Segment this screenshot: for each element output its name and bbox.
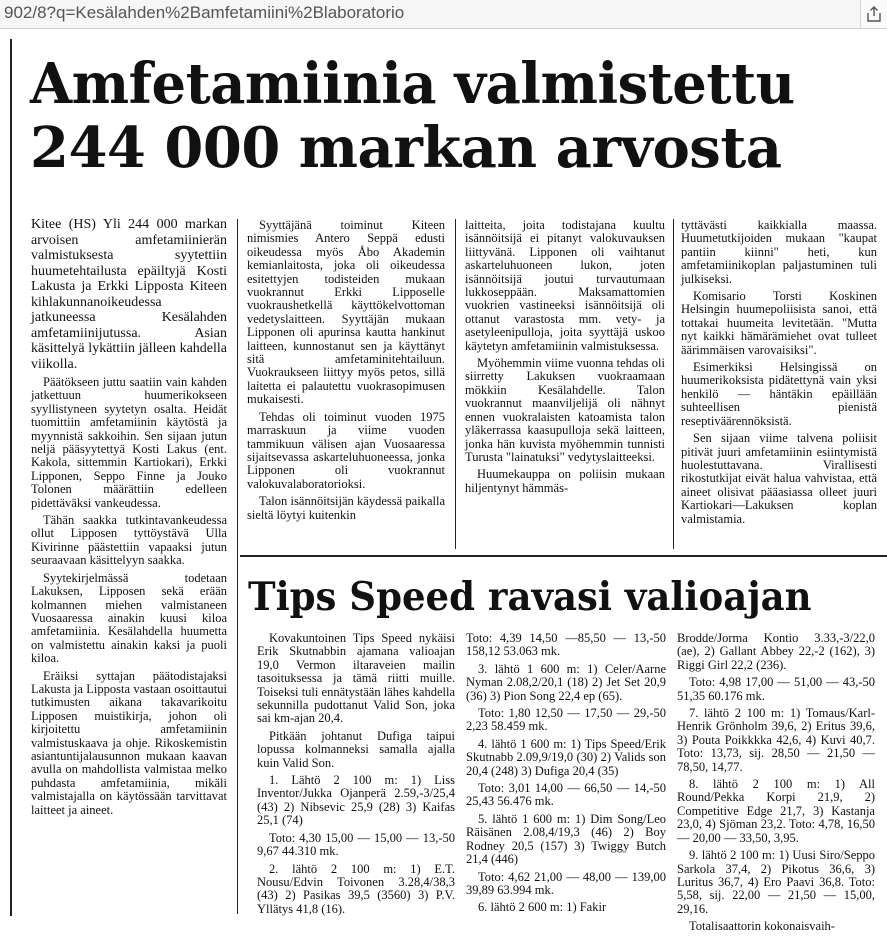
article-headline — [30, 51, 795, 181]
body-paragraph: Päätökseen juttu saatiin vain kahden jatkettuun huumerikokseen syyllistyneen syytetyn osalta. Heidät tuomittiin amfetamiinin käytöstä ja myynnistä sakkoihin. Sen sijaan jutun neljä pääsyytettyä Kosti Lakus (ent. Kakola, sittemmin Kartiokari), Erkki Lipponen, Seppo Finne ja Jouko Tolonen määrättiin edelleen pidettäväksi vankeudessa. — [31, 375, 227, 510]
body-paragraph: Tähän saakka tutkintavankeudessa ollut Lipposen tyttöystävä Ulla Kivirinne päästettiin vapaaksi jutun seuraavaan käsittelyyn saakka. — [31, 513, 227, 568]
article-column-1 — [31, 217, 227, 821]
headline-line-2: 244 000 markan arvosta — [30, 115, 782, 181]
body-paragraph: Eräiksi syttajan päätodistajaksi Lakusta ja Lipposta vastaan osoittautui tutkimusten aikana takavarikoitu Lipposen muistikirja, johon oli kirjoitettu amfetamiinin valmistuskaava ja ohje. Rikoskemistin asiantuntijalausunnon mukaan kaavan avulla on mahdollista valmistaa melko puhdasta amfetamiinia, mikäli valmistajalla on käytössään tarvittavat laitteet ja aineet. — [31, 668, 227, 817]
newspaper-clipping — [0, 29, 887, 934]
body-paragraph: Komisario Torsti Koskinen Helsingin huumepoliisista sanoi, että tottakai huumeita levitetään. "Mutta nyt kaikki hämärämiehet ovat tulleet äärimmäisen varovaisiksi". — [681, 289, 877, 357]
body-paragraph: Myöhemmin viime vuonna tehdas oli siirretty Lakuksen vuokraamaan mökkiin Kesälahdelle. Talon vuokrannut maanviljelijä oli nähnyt ennen vuokralaisten katoamista talon yläkerrassa kaasupulloja sekä laitteen, jonka hän kuvista myöhemmin tunnisti Turusta "lainatuksi" vedytyslaitteeksi. — [465, 356, 665, 464]
share-button[interactable] — [860, 0, 887, 28]
race-result: 2. lähtö 2 100 m: 1) E.T. Nousu/Edvin Toivonen 3.28,4/38,3 (43) 2) Pasikas 39,5 (3560) 3) P.V. Yllätys 41,8 (16). — [257, 861, 455, 916]
column-divider — [237, 219, 238, 914]
body-paragraph: Pitkään johtanut Dufiga taipui lopussa kolmanneksi samalla ajalla kuin Valid Son. — [257, 728, 455, 770]
race-result: Brodde/Jorma Kontio 3.33,-3/22,0 (ae), 2) Gallant Abbey 22,-2 (162), 3) Riggi Girl 22,2 (236). — [677, 631, 875, 672]
body-paragraph: laitteita, joita todistajana kuultu isännöitsijä ei pitanyt valokuvauksen liittyvänä. Lipponen oli vaihtanut askarteluhuoneen lukon, joten isännöitsijä joutui turvautumaan lukkoseppään. Maksamattomien vuokrien vastineeksi isännöitsijä oli ottanut varastosta mm. vety- ja asetyleenipulloja, joita syyttäjä uskoo käytetyn amfetamiinin valmistuksessa. — [465, 218, 665, 353]
race-result: 7. lähtö 2 100 m: 1) Tomaus/Karl-Henrik Grönholm 39,6, 2) Eritus 39,6, 3) Pouta Poikkkka 42,6, 4) Kuvi 40,7. Toto: 13,73, sij. 28,50 — 21,50 — 78,50, 14,77. — [677, 706, 875, 774]
margin-rule — [10, 39, 12, 916]
race-result: 9. lähtö 2 100 m: 1) Uusi Siro/Seppo Sarkola 37,4, 2) Pikotus 36,6, 3) Luritus 36,7, 4) Ero Paavi 36,8. Toto: 5,58, sij. 22,00 — 21,50 — 15,00, 29,16. — [677, 848, 875, 916]
results-column-3 — [677, 632, 875, 938]
article-column-2 — [247, 219, 445, 526]
race-result: 6. lähtö 2 600 m: 1) Fakir — [478, 900, 607, 915]
body-paragraph: Totalisaattorin kokonaisvaih- — [689, 919, 835, 934]
article-column-3 — [465, 219, 665, 499]
body-paragraph: tyttävästi kaikkialla maassa. Huumetutkijoiden mukaan "kaupat pantiin kiinni" heti, kun amfetamiinikoplan paljastuminen tuli julkiseksi. — [681, 218, 877, 286]
toto-result: Toto: 4,62 21,00 — 48,00 — 139,00 39,89 63.994 mk. — [466, 869, 666, 897]
body-paragraph: Esimerkiksi Helsingissä on huumerikoksista pidätettynä vain yksi henkilö — häntäkin epäillään suhteellisen pienistä reseptiväärennöksistä. — [681, 360, 877, 428]
race-result: 4. lähtö 1 600 m: 1) Tips Speed/Erik Skutnabb 2.09,9/19,0 (30) 2) Valids son 20,4 (248) 3) Dufiga 20,4 (35) — [466, 736, 666, 778]
toto-result: Toto: 3,01 14,00 — 66,50 — 14,-50 25,43 56.476 mk. — [466, 781, 666, 809]
share-icon — [865, 5, 883, 23]
lead-paragraph: Kitee (HS) Yli 244 000 markan arvoisen amfetamiinierän valmistuksesta syytettiin huumetehtailusta epäiltyjä Kosti Lakusta ja Erkki Lipposta Kiteen kihlakunnanoikeudessa jatkuneessa Kesälahden amfetamiinijutussa. Asian käsittelyä lykättiin jälleen kahdella viikolla. — [31, 217, 227, 372]
toto-result: Toto: 4,30 15,00 — 15,00 — 13,-50 9,67 44.310 mk. — [257, 830, 455, 859]
column-divider — [673, 219, 674, 549]
body-paragraph: Syyttäjänä toiminut Kiteen nimismies Antero Seppä edusti oikeudessa myös Åbo Akademin kemianlaitosta, joka oli oikeudessa esitettyjen todisteiden mukaan vuokrannut Erkki Lipposelle vuokraushetkellä käyttökelvottoman vedetyslaitteen. Syyttäjän mukaan Lipponen oli apurinsa kautta hankinut laitteen, kunnostanut sen ja käyttänyt sitä amfetaminitehtailuun. Vuokraukseen liittyy myös petos, sillä laitetta ei palautettu vuokrasopimusen mukaisesti. — [247, 218, 445, 407]
race-result: 3. lähtö 1 600 m: 1) Celer/Aarne Nyman 2.08,2/20,1 (18) 2) Jet Set 20,9 (36) 3) Pion Song 22,4 ep (65). — [466, 661, 666, 703]
body-paragraph: Kovakuntoinen Tips Speed nykäisi Erik Skutnabbin ajamana valioajan 19,0 Vermon iltaraveien mailin tasoituksessa ja tämä riitti muille. Toiseksi tuli ennätystään lähes kahdella sekunnilla pudottanut Valid Son, joka sai km-ajan 20,4. — [257, 631, 455, 726]
body-paragraph: Talon isännöitsijän käydessä paikalla sieltä löytyi kuitenkin — [247, 494, 445, 522]
address-bar[interactable] — [0, 0, 887, 29]
article-column-4 — [681, 219, 877, 530]
body-paragraph: Sen sijaan viime talvena poliisit pitivät juuri amfetamiinin esiintymistä huolestuttavana. Virallisesti rikostutkijat eivät halua vahvistaa, että aineet olisivat pääasiassa olleet juuri Kartiokari—Lakuksen koplan valmistamia. — [681, 431, 877, 526]
toto-result: Toto: 1,80 12,50 — 17,50 — 29,-50 2,23 58.459 mk. — [466, 706, 666, 734]
body-paragraph: Huumekauppa on poliisin mukaan hiljentynyt hämmäs- — [465, 467, 665, 495]
toto-result: Toto: 4,39 14,50 —85,50 — 13,-50 158,12 53.063 mk. — [466, 631, 666, 659]
body-paragraph: Tehdas oli toiminut vuoden 1975 marraskuun ja viime vuoden tammikuun välisen ajan Vuosaaressa sijaitsevassa askarteluhuoneessa, jonka Lipponen oli vuokrannut valokuvalaboratorioksi. — [247, 409, 445, 491]
race-result: 8. lähtö 2 100 m: 1) All Round/Pekka Korpi 21,9, 2) Competitive Edge 21,7, 3) Kastanja 23,0, 4) Sjöman 23,2. Toto: 4,78, 16,50 — 20,00 — 33,50, 3,95. — [677, 777, 875, 845]
article-separator — [240, 555, 887, 557]
race-result: 1. Lähtö 2 100 m: 1) Liss Inventor/Jukka Ojanperä 2.59,-3/25,4 (43) 2) Nibsevic 25,9 (28) 3) Kaifas 25,1 (74) — [257, 773, 455, 828]
results-column-1 — [257, 632, 455, 920]
toto-result: Toto: 4,98 17,00 — 51,00 — 43,-50 51,35 60.176 mk. — [677, 675, 875, 703]
results-column-2 — [466, 632, 666, 919]
sports-headline: Tips Speed ravasi valioajan — [248, 574, 812, 620]
column-divider — [455, 219, 456, 549]
body-paragraph: Syytekirjelmässä todetaan Lakuksen, Lipposen sekä erään kolmannen miehen valmistaneen Vuosaaressa ainakin kuusi kiloa amfetamiinia. Kesälahdella huumetta on valmistettu ainakin kaksi ja puoli kiloa. — [31, 570, 227, 666]
race-result: 5. lähtö 1 600 m: 1) Dim Song/Leo Räisänen 2.08,4/19,3 (46) 2) Boy Rodney 20,5 (157) 3) Twiggy Butch 21,4 (446) — [466, 811, 666, 867]
url-text[interactable]: 902/8?q=Kesälahden%2Bamfetamiini%2Blaboratorio — [4, 3, 405, 22]
headline-line-1: Amfetamiinia valmistettu — [30, 51, 795, 117]
